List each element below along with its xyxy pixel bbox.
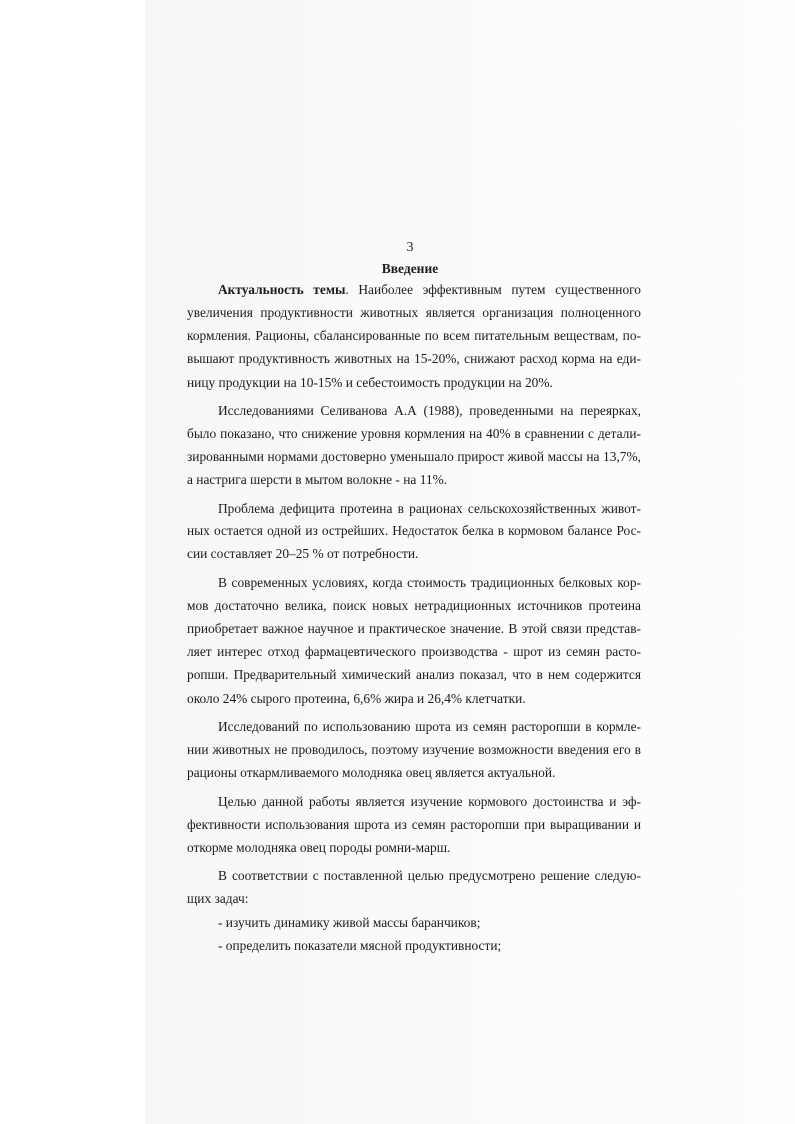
page-number: 3 [406, 240, 414, 255]
text-line: сии составляет 20–25 % от потребности. [187, 546, 419, 561]
lead-term: Актуальность темы [218, 282, 346, 297]
text-line: Исследований по использованию шрота из семян расторопши в кормле- [218, 719, 641, 734]
text-line-rest: . Наиболее эффективным путем существенного [345, 282, 641, 297]
text-line: мов достаточно велика, поиск новых нетрадиционных источников протеина [187, 598, 641, 613]
list-item: - изучить динамику живой массы баранчиков; [218, 915, 481, 930]
text-line: щих задач: [187, 891, 249, 906]
text-line: зированными нормами достоверно уменьшало прирост живой массы на 13,7%, [187, 449, 641, 464]
text-line: Исследованиями Селиванова А.А (1988), проведенными на переярках, [218, 403, 641, 418]
list-item: - определить показатели мясной продуктивности; [218, 938, 502, 953]
text-line: около 24% сырого протеина, 6,6% жира и 26,4% клетчатки. [187, 691, 526, 706]
text-line: ных остается одной из острейших. Недостаток белка в кормовом балансе Рос- [187, 523, 641, 538]
text-line [218, 281, 641, 299]
section-heading: Введение [381, 261, 439, 276]
text-line: вышают продуктивность животных на 15-20%, снижают расход корма на еди- [187, 351, 641, 366]
text-line: было показано, что снижение уровня кормления на 40% в сравнении с детали- [187, 426, 641, 441]
text-line: ницу продукции на 10-15% и себестоимость продукции на 20%. [187, 375, 553, 390]
text-line: В современных условиях, когда стоимость традиционных белковых кор- [218, 575, 641, 590]
text-line: рационы откармливаемого молодняка овец является актуальной. [187, 765, 556, 780]
text-line: откорме молодняка овец породы ромни-марш. [187, 840, 451, 855]
text-line: ляет интерес отход фармацевтического производства - шрот из семян расто- [187, 644, 641, 659]
text-line: Целью данной работы является изучение кормового достоинства и эф- [218, 794, 641, 809]
text-line: а настрига шерсти в мытом волокне - на 11%. [187, 472, 448, 487]
text-line: фективности использования шрота из семян расторопши при выращивании и [187, 817, 641, 832]
text-line: кормления. Рационы, сбалансированные по всем питательным веществам, по- [187, 328, 641, 343]
text-line: ропши. Предварительный химический анализ показал, что в нем содержится [187, 667, 641, 682]
text-line: В соответствии с поставленной целью предусмотрено решение следую- [218, 868, 641, 883]
text-line: Проблема дефицита протеина в рационах сельскохозяйственных живот- [218, 501, 641, 516]
text-line: увеличения продуктивности животных является организация полноценного [187, 305, 641, 320]
text-line: нии животных не проводилось, поэтому изучение возможности введения его в [187, 742, 641, 757]
text-line: приобретает важное научное и практическое значение. В этой связи представ- [187, 621, 641, 636]
